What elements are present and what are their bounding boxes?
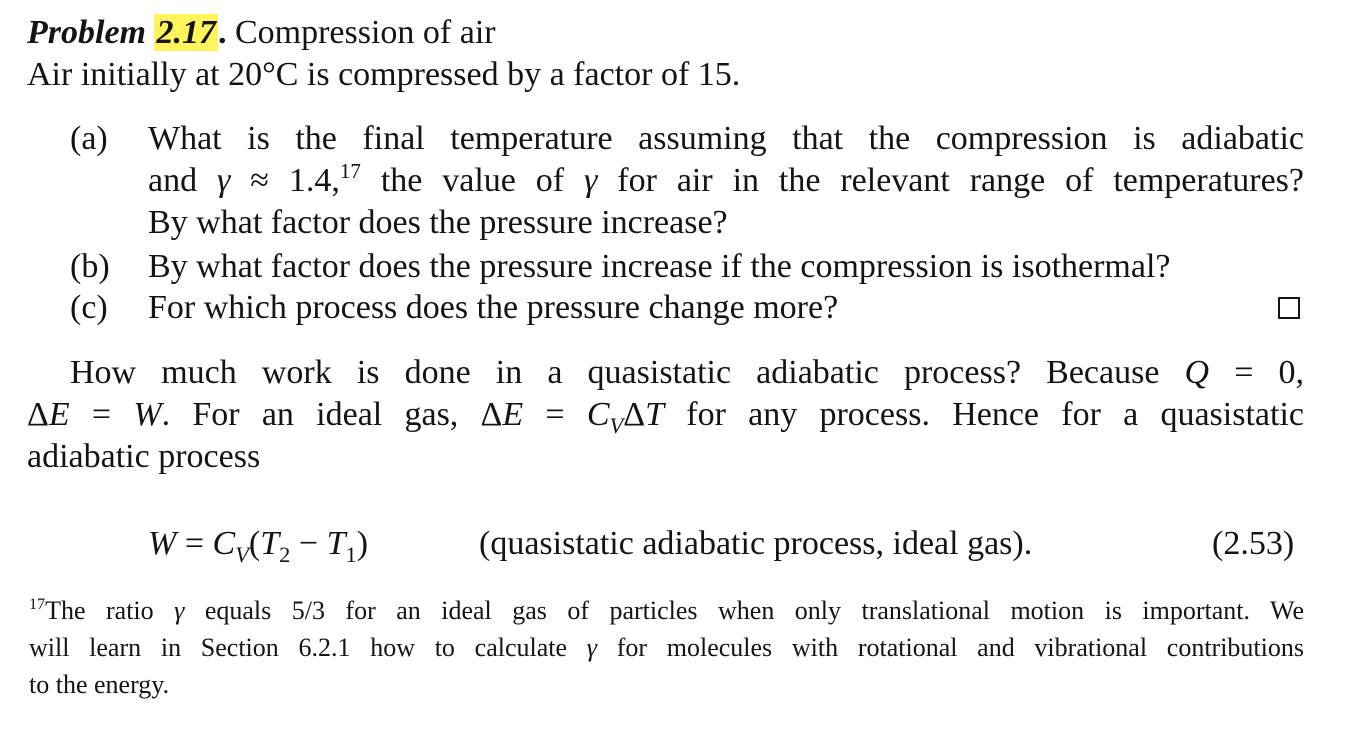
part-a-label: (a) <box>70 120 108 157</box>
paragraph-line3: adiabatic process <box>27 438 261 475</box>
footnote-line3: to the energy. <box>29 670 170 699</box>
footnote-line1: $^{17}$The ratio γ equals 5/3 for an ideal gas of particles when only translational motion is important. We <box>29 595 1304 625</box>
part-a-line3: By what factor does the pressure increase? <box>148 204 728 241</box>
problem-title: Compression of air <box>234 14 496 51</box>
gamma-symbol: γ <box>216 162 231 199</box>
part-b-label: (b) <box>70 248 110 285</box>
problem-label: Problem <box>27 14 146 51</box>
equation-number: (2.53) <box>1212 525 1295 562</box>
equation-condition: (quasistatic adiabatic process, ideal gas). <box>479 525 1033 562</box>
part-c-text: For which process does the pressure change more? <box>148 289 839 326</box>
problem-heading: Problem 2.17. Compression of air <box>27 14 496 51</box>
part-c-label: (c) <box>70 289 108 326</box>
problem-number-highlight: 2.17 <box>156 14 216 51</box>
equation-formula: $W = C_V(T_2 - T_1)$ <box>148 525 369 567</box>
footnote-ref-17: 17 <box>339 158 361 183</box>
end-of-problem-box <box>1278 297 1300 319</box>
problem-intro: Air initially at 20°C is compressed by a factor of 15. <box>27 56 741 93</box>
paragraph-line2: ΔE = W. For an ideal gas, $\Delta E = C_V\Delta T$ for any process. Hence for a quasistatic <box>27 396 1304 438</box>
paragraph-line1: How much work is done in a quasistatic adiabatic process? Because Q = 0, <box>70 354 1304 391</box>
part-b-text: By what factor does the pressure increase if the compression is isothermal? <box>148 248 1171 285</box>
footnote-line2: will learn in Section 6.2.1 how to calculate γ for molecules with rotational and vibrational contributions <box>29 633 1304 662</box>
part-a-line1: What is the final temperature assuming that the compression is adiabatic <box>148 120 1304 157</box>
footnote-marker: 17 <box>29 595 46 613</box>
part-a-line2: and γ ≈ 1.4,17 the value of γ for air in the relevant range of temperatures? <box>148 158 1304 199</box>
